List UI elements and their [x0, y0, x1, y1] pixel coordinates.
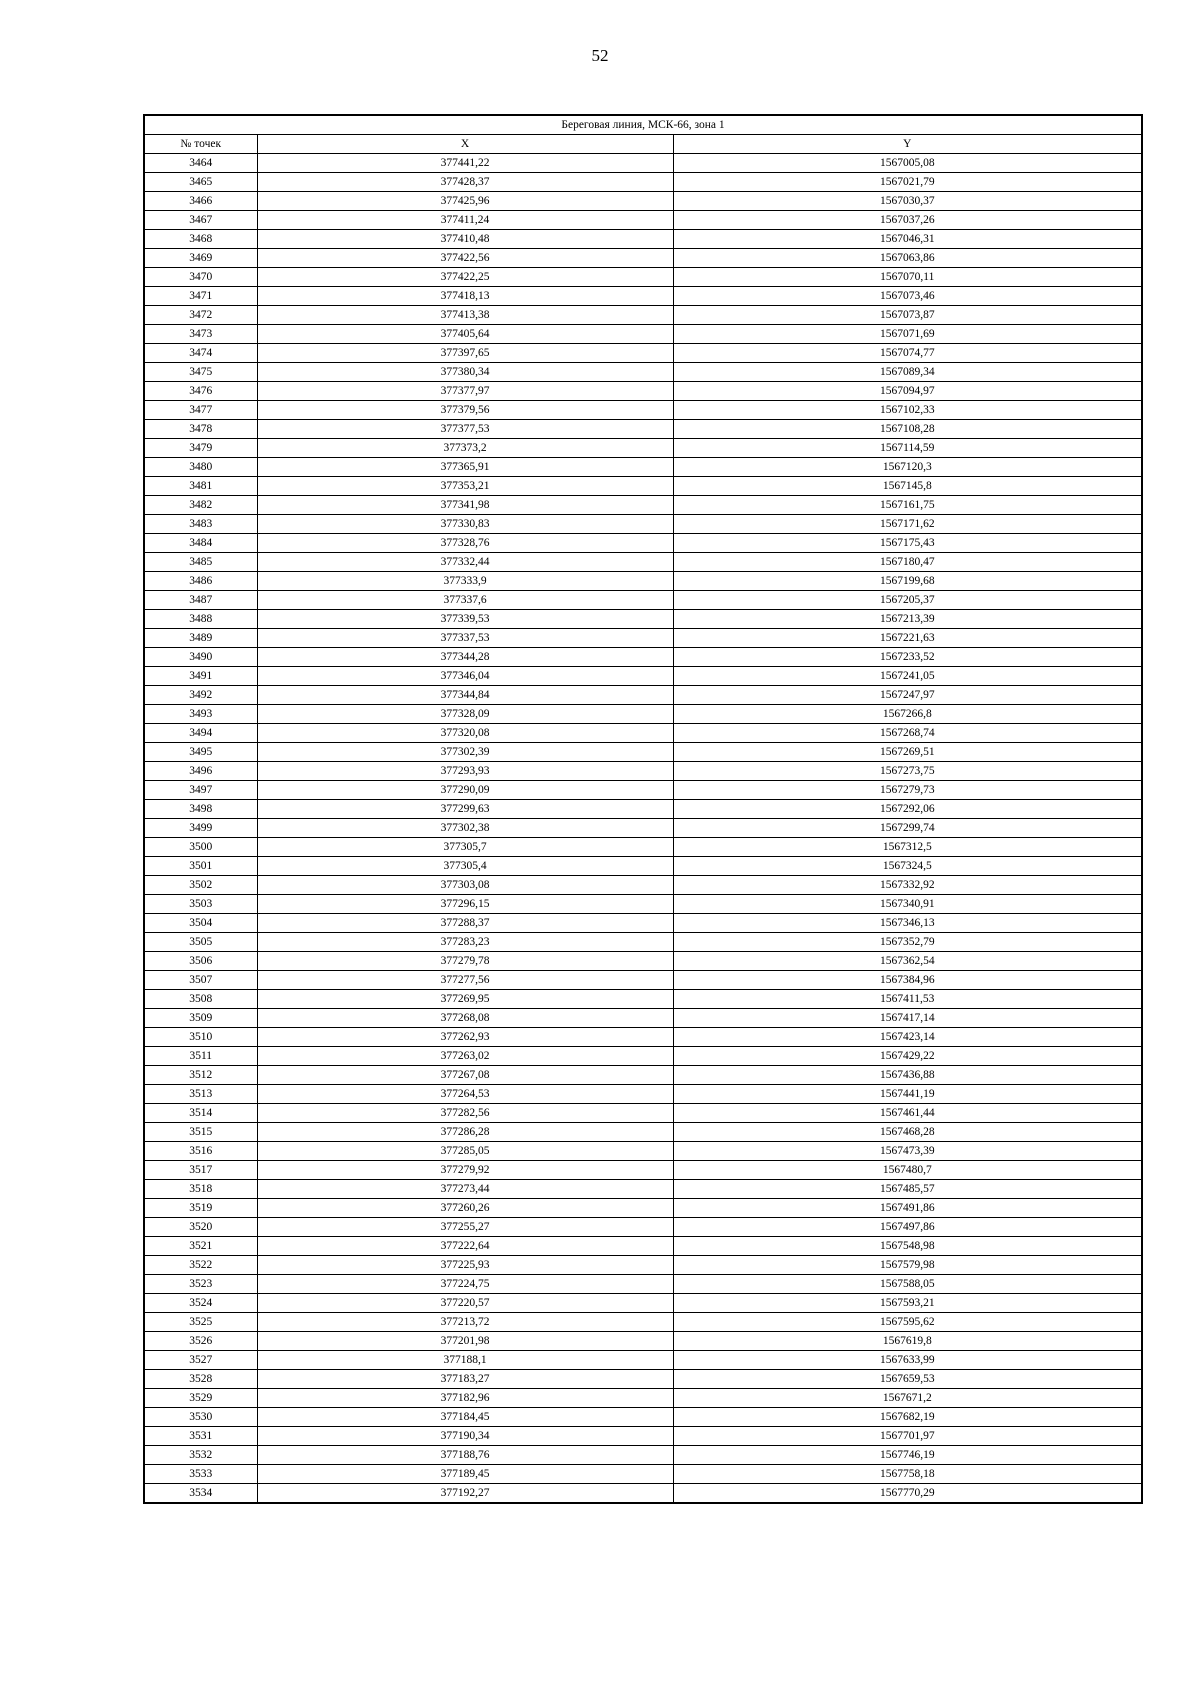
cell-point-number: 3497	[144, 781, 257, 800]
table-row	[144, 211, 1142, 230]
cell-y: 1567497,86	[673, 1218, 1142, 1237]
cell-point-number: 3469	[144, 249, 257, 268]
cell-y: 1567758,18	[673, 1465, 1142, 1484]
cell-y: 1567384,96	[673, 971, 1142, 990]
cell-x: 377299,63	[257, 800, 673, 819]
cell-y: 1567324,5	[673, 857, 1142, 876]
table-row	[144, 1199, 1142, 1218]
cell-x: 377341,98	[257, 496, 673, 515]
cell-x: 377441,22	[257, 154, 673, 173]
cell-x: 377190,34	[257, 1427, 673, 1446]
cell-x: 377273,44	[257, 1180, 673, 1199]
table-row	[144, 553, 1142, 572]
cell-point-number: 3472	[144, 306, 257, 325]
cell-x: 377285,05	[257, 1142, 673, 1161]
table-row	[144, 648, 1142, 667]
cell-x: 377263,02	[257, 1047, 673, 1066]
cell-y: 1567468,28	[673, 1123, 1142, 1142]
cell-y: 1567746,19	[673, 1446, 1142, 1465]
cell-point-number: 3513	[144, 1085, 257, 1104]
table-row	[144, 1446, 1142, 1465]
cell-x: 377184,45	[257, 1408, 673, 1427]
cell-x: 377425,96	[257, 192, 673, 211]
cell-point-number: 3478	[144, 420, 257, 439]
cell-x: 377189,45	[257, 1465, 673, 1484]
cell-x: 377302,39	[257, 743, 673, 762]
cell-x: 377220,57	[257, 1294, 673, 1313]
table-row	[144, 1275, 1142, 1294]
cell-x: 377302,38	[257, 819, 673, 838]
cell-y: 1567292,06	[673, 800, 1142, 819]
cell-point-number: 3517	[144, 1161, 257, 1180]
cell-point-number: 3518	[144, 1180, 257, 1199]
cell-point-number: 3488	[144, 610, 257, 629]
cell-point-number: 3500	[144, 838, 257, 857]
cell-x: 377188,1	[257, 1351, 673, 1370]
cell-point-number: 3509	[144, 1009, 257, 1028]
table-row	[144, 1066, 1142, 1085]
table-header-row	[144, 135, 1142, 154]
table-row	[144, 1484, 1142, 1504]
cell-y: 1567102,33	[673, 401, 1142, 420]
cell-x: 377303,08	[257, 876, 673, 895]
cell-x: 377269,95	[257, 990, 673, 1009]
cell-point-number: 3490	[144, 648, 257, 667]
cell-y: 1567332,92	[673, 876, 1142, 895]
table-row	[144, 496, 1142, 515]
cell-y: 1567070,11	[673, 268, 1142, 287]
table-title: Береговая линия, МСК-66, зона 1	[144, 115, 1142, 135]
cell-point-number: 3516	[144, 1142, 257, 1161]
cell-y: 1567299,74	[673, 819, 1142, 838]
cell-y: 1567175,43	[673, 534, 1142, 553]
cell-point-number: 3523	[144, 1275, 257, 1294]
cell-x: 377410,48	[257, 230, 673, 249]
table-row	[144, 534, 1142, 553]
table-row	[144, 724, 1142, 743]
table-row	[144, 990, 1142, 1009]
cell-x: 377428,37	[257, 173, 673, 192]
cell-y: 1567046,31	[673, 230, 1142, 249]
cell-y: 1567120,3	[673, 458, 1142, 477]
table-row	[144, 1009, 1142, 1028]
cell-x: 377380,34	[257, 363, 673, 382]
cell-x: 377224,75	[257, 1275, 673, 1294]
cell-y: 1567071,69	[673, 325, 1142, 344]
cell-y: 1567411,53	[673, 990, 1142, 1009]
cell-point-number: 3503	[144, 895, 257, 914]
cell-y: 1567485,57	[673, 1180, 1142, 1199]
table-row	[144, 1313, 1142, 1332]
cell-y: 1567269,51	[673, 743, 1142, 762]
cell-y: 1567247,97	[673, 686, 1142, 705]
table-title-row	[144, 115, 1142, 135]
cell-y: 1567073,87	[673, 306, 1142, 325]
cell-x: 377397,65	[257, 344, 673, 363]
cell-point-number: 3511	[144, 1047, 257, 1066]
cell-point-number: 3519	[144, 1199, 257, 1218]
table-row	[144, 933, 1142, 952]
cell-x: 377267,08	[257, 1066, 673, 1085]
table-row	[144, 382, 1142, 401]
cell-point-number: 3520	[144, 1218, 257, 1237]
cell-x: 377337,53	[257, 629, 673, 648]
cell-y: 1567701,97	[673, 1427, 1142, 1446]
table-row	[144, 1104, 1142, 1123]
table-row	[144, 325, 1142, 344]
cell-x: 377283,23	[257, 933, 673, 952]
table-row	[144, 895, 1142, 914]
cell-x: 377337,6	[257, 591, 673, 610]
cell-y: 1567346,13	[673, 914, 1142, 933]
cell-point-number: 3481	[144, 477, 257, 496]
cell-y: 1567114,59	[673, 439, 1142, 458]
cell-y: 1567266,8	[673, 705, 1142, 724]
cell-x: 377201,98	[257, 1332, 673, 1351]
cell-x: 377279,92	[257, 1161, 673, 1180]
cell-point-number: 3508	[144, 990, 257, 1009]
cell-x: 377413,38	[257, 306, 673, 325]
cell-y: 1567429,22	[673, 1047, 1142, 1066]
table-row	[144, 705, 1142, 724]
cell-x: 377268,08	[257, 1009, 673, 1028]
table-row	[144, 1237, 1142, 1256]
table-row	[144, 230, 1142, 249]
cell-x: 377279,78	[257, 952, 673, 971]
cell-point-number: 3480	[144, 458, 257, 477]
table-row	[144, 1389, 1142, 1408]
cell-point-number: 3484	[144, 534, 257, 553]
cell-y: 1567161,75	[673, 496, 1142, 515]
table-row	[144, 173, 1142, 192]
cell-x: 377260,26	[257, 1199, 673, 1218]
table-row	[144, 363, 1142, 382]
cell-y: 1567233,52	[673, 648, 1142, 667]
cell-x: 377332,44	[257, 553, 673, 572]
table-row	[144, 420, 1142, 439]
cell-point-number: 3464	[144, 154, 257, 173]
cell-y: 1567037,26	[673, 211, 1142, 230]
table-row	[144, 1161, 1142, 1180]
cell-x: 377328,76	[257, 534, 673, 553]
table-row	[144, 439, 1142, 458]
table-row	[144, 1047, 1142, 1066]
cell-x: 377293,93	[257, 762, 673, 781]
cell-y: 1567145,8	[673, 477, 1142, 496]
cell-point-number: 3501	[144, 857, 257, 876]
cell-point-number: 3466	[144, 192, 257, 211]
table-row	[144, 876, 1142, 895]
cell-x: 377373,2	[257, 439, 673, 458]
cell-x: 377262,93	[257, 1028, 673, 1047]
cell-y: 1567268,74	[673, 724, 1142, 743]
cell-point-number: 3470	[144, 268, 257, 287]
cell-y: 1567005,08	[673, 154, 1142, 173]
table-row	[144, 1256, 1142, 1275]
cell-y: 1567682,19	[673, 1408, 1142, 1427]
cell-point-number: 3505	[144, 933, 257, 952]
cell-point-number: 3492	[144, 686, 257, 705]
table-row	[144, 667, 1142, 686]
table-row	[144, 572, 1142, 591]
cell-x: 377377,97	[257, 382, 673, 401]
cell-x: 377377,53	[257, 420, 673, 439]
table-row	[144, 1408, 1142, 1427]
table-row	[144, 268, 1142, 287]
table-row	[144, 610, 1142, 629]
table-row	[144, 838, 1142, 857]
table-row	[144, 1294, 1142, 1313]
cell-x: 377339,53	[257, 610, 673, 629]
cell-x: 377305,7	[257, 838, 673, 857]
cell-point-number: 3493	[144, 705, 257, 724]
cell-x: 377411,24	[257, 211, 673, 230]
table-row	[144, 1085, 1142, 1104]
cell-y: 1567030,37	[673, 192, 1142, 211]
cell-point-number: 3533	[144, 1465, 257, 1484]
cell-point-number: 3474	[144, 344, 257, 363]
cell-y: 1567417,14	[673, 1009, 1142, 1028]
cell-y: 1567548,98	[673, 1237, 1142, 1256]
cell-x: 377333,9	[257, 572, 673, 591]
cell-y: 1567423,14	[673, 1028, 1142, 1047]
cell-x: 377222,64	[257, 1237, 673, 1256]
cell-point-number: 3529	[144, 1389, 257, 1408]
cell-point-number: 3507	[144, 971, 257, 990]
table-row	[144, 1180, 1142, 1199]
cell-point-number: 3524	[144, 1294, 257, 1313]
cell-point-number: 3526	[144, 1332, 257, 1351]
cell-y: 1567074,77	[673, 344, 1142, 363]
cell-y: 1567461,44	[673, 1104, 1142, 1123]
cell-point-number: 3476	[144, 382, 257, 401]
cell-point-number: 3494	[144, 724, 257, 743]
cell-y: 1567671,2	[673, 1389, 1142, 1408]
cell-x: 377344,84	[257, 686, 673, 705]
cell-x: 377296,15	[257, 895, 673, 914]
table-row	[144, 819, 1142, 838]
table-row	[144, 192, 1142, 211]
cell-y: 1567094,97	[673, 382, 1142, 401]
table-row	[144, 762, 1142, 781]
table-row	[144, 743, 1142, 762]
table-row	[144, 686, 1142, 705]
table-row	[144, 1370, 1142, 1389]
cell-point-number: 3534	[144, 1484, 257, 1504]
cell-x: 377405,64	[257, 325, 673, 344]
table-row	[144, 591, 1142, 610]
cell-y: 1567352,79	[673, 933, 1142, 952]
table-row	[144, 857, 1142, 876]
cell-point-number: 3477	[144, 401, 257, 420]
cell-point-number: 3521	[144, 1237, 257, 1256]
cell-point-number: 3499	[144, 819, 257, 838]
cell-y: 1567171,62	[673, 515, 1142, 534]
column-header-x: X	[257, 135, 673, 154]
cell-y: 1567659,53	[673, 1370, 1142, 1389]
cell-y: 1567279,73	[673, 781, 1142, 800]
cell-x: 377305,4	[257, 857, 673, 876]
cell-point-number: 3506	[144, 952, 257, 971]
cell-y: 1567633,99	[673, 1351, 1142, 1370]
cell-y: 1567473,39	[673, 1142, 1142, 1161]
table-row	[144, 1028, 1142, 1047]
cell-point-number: 3504	[144, 914, 257, 933]
cell-point-number: 3502	[144, 876, 257, 895]
cell-x: 377346,04	[257, 667, 673, 686]
table-row	[144, 1351, 1142, 1370]
cell-y: 1567273,75	[673, 762, 1142, 781]
cell-y: 1567180,47	[673, 553, 1142, 572]
cell-y: 1567619,8	[673, 1332, 1142, 1351]
table-row	[144, 781, 1142, 800]
table-row	[144, 344, 1142, 363]
table-row	[144, 1332, 1142, 1351]
table-body	[144, 154, 1142, 1504]
cell-point-number: 3487	[144, 591, 257, 610]
cell-x: 377353,21	[257, 477, 673, 496]
cell-y: 1567595,62	[673, 1313, 1142, 1332]
cell-x: 377213,72	[257, 1313, 673, 1332]
cell-point-number: 3512	[144, 1066, 257, 1085]
cell-point-number: 3465	[144, 173, 257, 192]
table-row	[144, 477, 1142, 496]
column-header-point-number: № точек	[144, 135, 257, 154]
cell-x: 377330,83	[257, 515, 673, 534]
table-row	[144, 306, 1142, 325]
cell-point-number: 3530	[144, 1408, 257, 1427]
cell-y: 1567441,19	[673, 1085, 1142, 1104]
cell-point-number: 3467	[144, 211, 257, 230]
cell-x: 377328,09	[257, 705, 673, 724]
cell-point-number: 3468	[144, 230, 257, 249]
cell-point-number: 3522	[144, 1256, 257, 1275]
cell-y: 1567213,39	[673, 610, 1142, 629]
cell-x: 377282,56	[257, 1104, 673, 1123]
cell-y: 1567221,63	[673, 629, 1142, 648]
cell-x: 377422,56	[257, 249, 673, 268]
cell-point-number: 3532	[144, 1446, 257, 1465]
cell-point-number: 3491	[144, 667, 257, 686]
cell-y: 1567579,98	[673, 1256, 1142, 1275]
table-row	[144, 458, 1142, 477]
cell-x: 377379,56	[257, 401, 673, 420]
cell-x: 377320,08	[257, 724, 673, 743]
cell-point-number: 3495	[144, 743, 257, 762]
table-row	[144, 914, 1142, 933]
coordinates-table	[143, 114, 1143, 1504]
cell-point-number: 3525	[144, 1313, 257, 1332]
cell-x: 377288,37	[257, 914, 673, 933]
cell-point-number: 3489	[144, 629, 257, 648]
table-row	[144, 1218, 1142, 1237]
column-header-y: Y	[673, 135, 1142, 154]
cell-y: 1567205,37	[673, 591, 1142, 610]
cell-x: 377183,27	[257, 1370, 673, 1389]
cell-y: 1567312,5	[673, 838, 1142, 857]
cell-point-number: 3498	[144, 800, 257, 819]
cell-x: 377255,27	[257, 1218, 673, 1237]
cell-point-number: 3496	[144, 762, 257, 781]
cell-x: 377422,25	[257, 268, 673, 287]
cell-y: 1567588,05	[673, 1275, 1142, 1294]
cell-y: 1567199,68	[673, 572, 1142, 591]
page-number: 52	[591, 46, 609, 65]
cell-y: 1567108,28	[673, 420, 1142, 439]
cell-point-number: 3514	[144, 1104, 257, 1123]
cell-x: 377225,93	[257, 1256, 673, 1275]
cell-x: 377277,56	[257, 971, 673, 990]
cell-x: 377290,09	[257, 781, 673, 800]
cell-y: 1567491,86	[673, 1199, 1142, 1218]
cell-y: 1567770,29	[673, 1484, 1142, 1504]
table-row	[144, 515, 1142, 534]
cell-point-number: 3485	[144, 553, 257, 572]
cell-x: 377264,53	[257, 1085, 673, 1104]
cell-x: 377365,91	[257, 458, 673, 477]
cell-y: 1567340,91	[673, 895, 1142, 914]
cell-point-number: 3531	[144, 1427, 257, 1446]
table-row	[144, 629, 1142, 648]
cell-point-number: 3483	[144, 515, 257, 534]
cell-y: 1567063,86	[673, 249, 1142, 268]
cell-point-number: 3527	[144, 1351, 257, 1370]
cell-y: 1567241,05	[673, 667, 1142, 686]
cell-x: 377188,76	[257, 1446, 673, 1465]
cell-point-number: 3510	[144, 1028, 257, 1047]
cell-x: 377286,28	[257, 1123, 673, 1142]
table-row	[144, 249, 1142, 268]
table-row	[144, 1123, 1142, 1142]
table-row	[144, 952, 1142, 971]
table-row	[144, 800, 1142, 819]
cell-point-number: 3486	[144, 572, 257, 591]
cell-y: 1567089,34	[673, 363, 1142, 382]
table-row	[144, 154, 1142, 173]
cell-y: 1567480,7	[673, 1161, 1142, 1180]
table-row	[144, 1465, 1142, 1484]
cell-point-number: 3479	[144, 439, 257, 458]
table-row	[144, 971, 1142, 990]
cell-x: 377192,27	[257, 1484, 673, 1504]
cell-x: 377344,28	[257, 648, 673, 667]
cell-y: 1567073,46	[673, 287, 1142, 306]
cell-point-number: 3515	[144, 1123, 257, 1142]
cell-point-number: 3475	[144, 363, 257, 382]
cell-point-number: 3528	[144, 1370, 257, 1389]
cell-x: 377182,96	[257, 1389, 673, 1408]
cell-point-number: 3482	[144, 496, 257, 515]
table-row	[144, 1142, 1142, 1161]
table-row	[144, 287, 1142, 306]
cell-point-number: 3471	[144, 287, 257, 306]
table-row	[144, 1427, 1142, 1446]
cell-y: 1567021,79	[673, 173, 1142, 192]
cell-y: 1567362,54	[673, 952, 1142, 971]
table-row	[144, 401, 1142, 420]
cell-y: 1567436,88	[673, 1066, 1142, 1085]
cell-point-number: 3473	[144, 325, 257, 344]
cell-y: 1567593,21	[673, 1294, 1142, 1313]
cell-x: 377418,13	[257, 287, 673, 306]
